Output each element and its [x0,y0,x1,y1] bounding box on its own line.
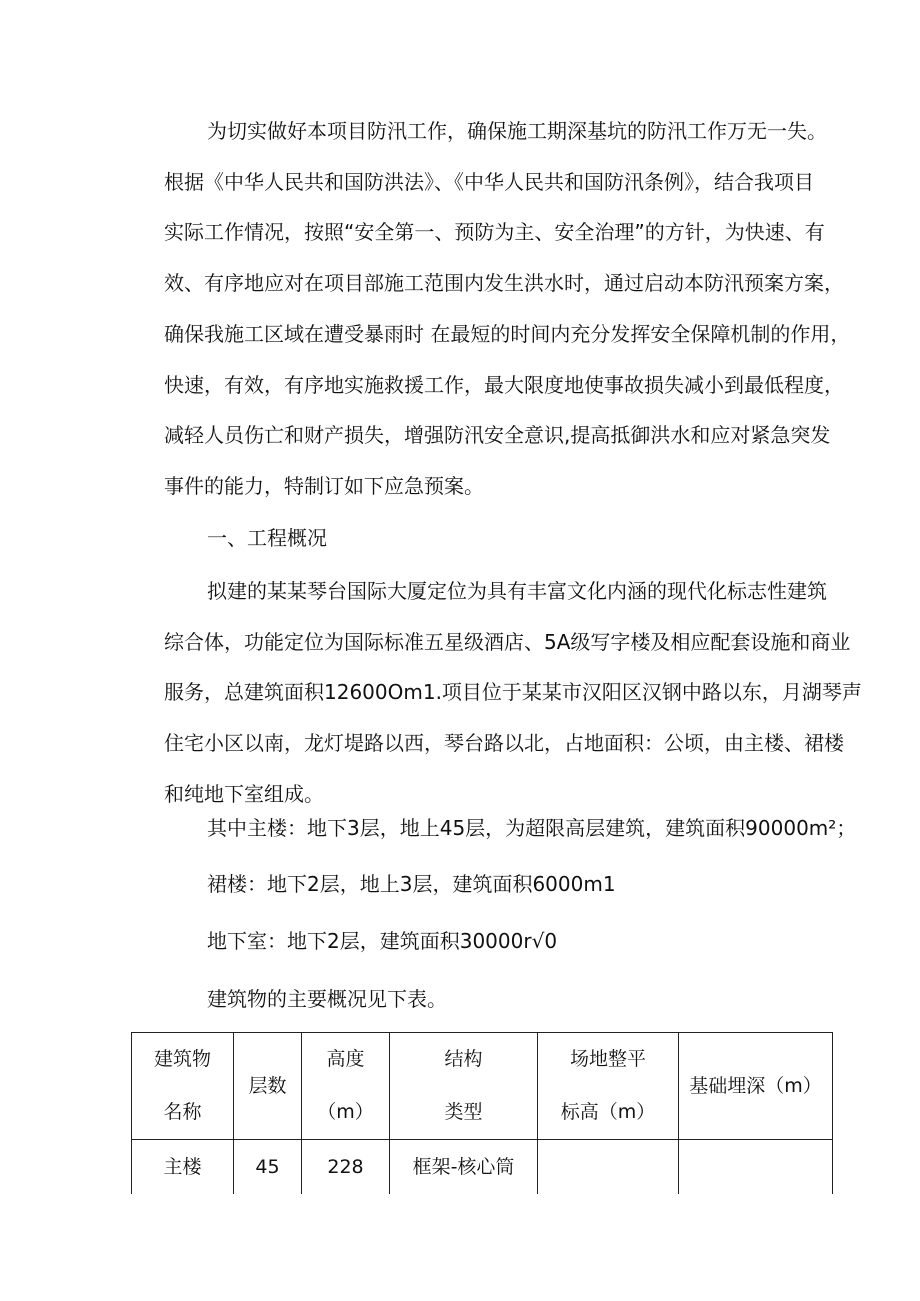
text-line: 减轻人员伤亡和财产损失，增强防汛安全意识,提高抵御洪水和应对紧急突发 [164,423,831,448]
text-line: 拟建的某某琴台国际大厦定位为具有丰富文化内涵的现代化标志性建筑 [207,579,827,603]
header-grade [538,1033,679,1140]
text-line: 和纯地下室组成。 [164,781,324,806]
header-text: 场地整平 [569,1048,646,1070]
cell-name: 主楼 [132,1140,234,1195]
main-tower-spec: 其中主楼：地下3层，地上45层，为超限高层建筑，建筑面积90000m²； [207,816,857,840]
text-line: 服务，总建筑面积12600Om1.项目位于某某市汉阳区汉钢中路以东，月湖琴声 [164,680,862,705]
cell-height: 228 [302,1140,390,1195]
header-structure [390,1033,538,1140]
basement-spec: 地下室：地下2层，建筑面积30000r√0 [207,929,558,953]
text-line: 实际工作情况，按照“安全第一、预防为主、安全治理”的方针，为快速、有 [164,220,825,245]
table-intro: 建筑物的主要概况见下表。 [207,987,447,1011]
header-height [302,1033,390,1140]
header-depth: 基础埋深（m） [679,1033,833,1140]
text-line: 快速，有效，有序地实施救援工作，最大限度地使事故损失减小到最低程度， [164,372,844,397]
text-line: 住宅小区以南，龙灯堤路以西，琴台路以北，占地面积：公顷，由主楼、裙楼 [164,731,844,756]
header-text: 名称 [163,1101,202,1123]
cell-structure: 框架-核心筒 [390,1140,538,1195]
table-row [132,1140,833,1195]
cell-depth [679,1140,833,1195]
cell-grade [538,1140,679,1195]
header-text: 结构 [444,1048,483,1070]
overview-paragraph [164,566,862,820]
header-floors: 层数 [234,1033,302,1140]
header-text: 类型 [444,1101,483,1123]
header-text: （m） [317,1101,374,1123]
table-header-row [132,1033,833,1140]
cell-floors: 45 [234,1140,302,1195]
text-line: 事件的能力，特制订如下应急预案。 [164,473,484,498]
podium-spec: 裙楼：地下2层，地上3层，建筑面积6000m1 [207,872,616,896]
header-text: 建筑物 [153,1048,211,1070]
text-line: 根据《中华人民共和国防洪法》、《中华人民共和国防汛条例》，结合我项目 [164,169,814,194]
header-text: 标高（m） [560,1101,656,1123]
text-line: 效、有序地应对在项目部施工范围内发生洪水时，通过启动本防汛预案方案， [164,271,844,296]
header-name [132,1033,234,1140]
header-text: 高度 [326,1048,365,1070]
text-line: 综合体，功能定位为国际标准五星级酒店、5A级写字楼及相应配套设施和商业 [164,629,851,654]
text-line: 为切实做好本项目防汛工作，确保施工期深基坑的防汛工作万无一失。 [207,119,827,143]
intro-paragraph [164,106,851,512]
text-line: 确保我施工区域在遭受暴雨时 在最短的时间内充分发挥安全保障机制的作用， [164,321,851,346]
building-overview-table [131,1032,833,1194]
section-heading: 一、工程概况 [207,526,327,550]
